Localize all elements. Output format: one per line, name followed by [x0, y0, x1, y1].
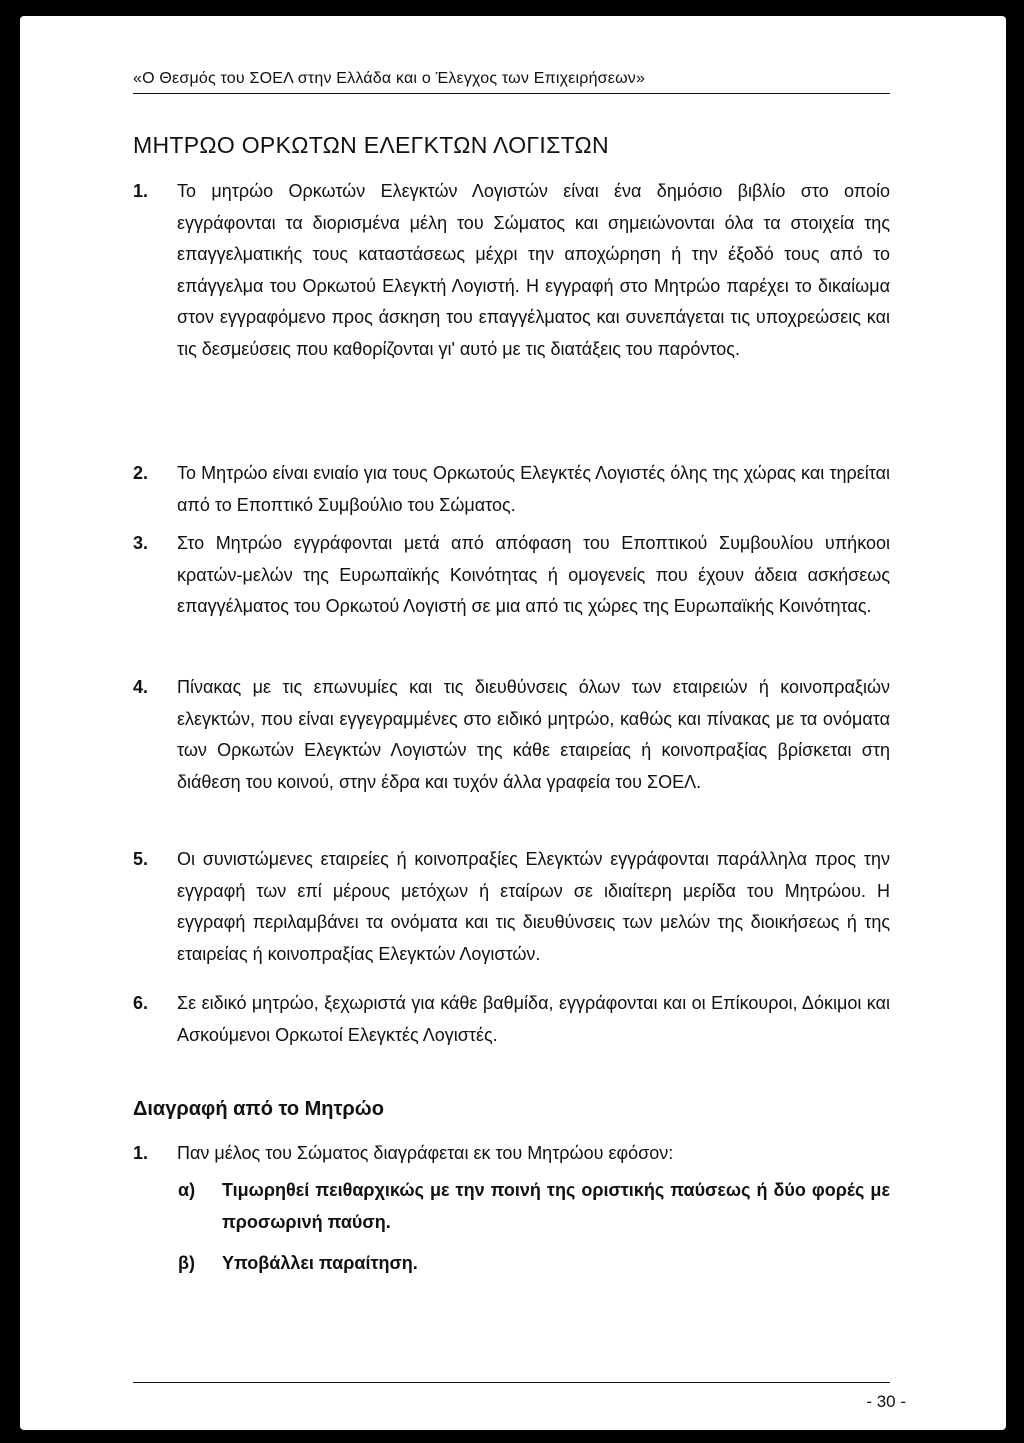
paragraph-text: Στο Μητρώο εγγράφονται μετά από απόφαση του Εποπτικού Συμβουλίου υπήκοοι κρατών-μελών της Ευρωπαϊκής Κοινότητας ή ομογενείς που έχουν άδεια ασκήσεως επαγγέλματος του Ορκωτού Λογιστή σε μια από τις χώρες της Ευρωπαϊκής Κοινότητας.	[177, 533, 890, 616]
page-number: - 30 -	[866, 1392, 906, 1411]
sub-item-letter: α)	[178, 1180, 196, 1200]
paragraph-number: 5.	[133, 849, 149, 869]
sub-item-text: Τιμωρηθεί πειθαρχικώς με την ποινή της οριστικής παύσεως ή δύο φορές με προσωρινή παύση.	[222, 1180, 890, 1232]
paragraph-2	[133, 458, 890, 521]
page-title: ΜΗΤΡΩΟ ΟΡΚΩΤΩΝ ΕΛΕΓΚΤΩΝ ΛΟΓΙΣΤΩΝ	[133, 132, 609, 158]
paragraph-3	[133, 528, 890, 623]
header-divider	[133, 93, 890, 94]
section-title: Διαγραφή από το Μητρώο	[133, 1098, 384, 1120]
paragraph-number: 3.	[133, 533, 149, 553]
paragraph-4	[133, 672, 890, 798]
paragraph-text: Σε ειδικό μητρώο, ξεχωριστά για κάθε βαθμίδα, εγγράφονται και οι Επίκουροι, Δόκιμοι και Ασκούμενοι Ορκωτοί Ελεγκτές Λογιστές.	[177, 993, 890, 1045]
sub-item-text: Υποβάλλει παραίτηση.	[222, 1253, 418, 1273]
paragraph-text: Το μητρώο Ορκωτών Ελεγκτών Λογιστών είναι ένα δημόσιο βιβλίο στο οποίο εγγράφονται τα διορισμένα μέλη του Σώματος και σημειώνονται όλα τα στοιχεία της επαγγελματικής τους καταστάσεως μέχρι την αποχώρηση ή την έξοδό τους από το επάγγελμα του Ορκωτού Ελεγκτή Λογιστή. Η εγγραφή στο Μητρώο παρέχει το δικαίωμα στον εγγραφόμενο προς άσκηση του επαγγέλματος και συνεπάγεται τις υποχρεώσεις και τις δεσμεύσεις που καθορίζονται γι' αυτό με τις διατάξεις του παρόντος.	[177, 181, 890, 359]
paragraph-text: Το Μητρώο είναι ενιαίο για τους Ορκωτούς Ελεγκτές Λογιστές όλης της χώρας και τηρείται από το Εποπτικό Συμβούλιο του Σώματος.	[177, 463, 890, 515]
paragraph-number: 4.	[133, 677, 149, 697]
sub-item-a	[178, 1175, 890, 1238]
deletion-item-1	[133, 1138, 890, 1170]
sub-item-letter: β)	[178, 1253, 195, 1273]
item-number: 1.	[133, 1143, 149, 1163]
sub-item-b	[178, 1248, 890, 1280]
paragraph-number: 2.	[133, 463, 149, 483]
paragraph-6	[133, 988, 890, 1051]
paragraph-number: 6.	[133, 993, 149, 1013]
paragraph-text: Οι συνιστώμενες εταιρείες ή κοινοπραξίες Ελεγκτών εγγράφονται παράλληλα προς την εγγραφή των επί μέρους μετόχων ή εταίρων σε ιδιαίτερη μερίδα του Μητρώου. Η εγγραφή περιλαμβάνει τα ονόματα και τις διευθύνσεις των μελών της διοικήσεως ή της εταιρείας ή κοινοπραξίας Ελεγκτών Λογιστών.	[177, 849, 890, 964]
paragraph-number: 1.	[133, 181, 149, 201]
running-header: «Ο Θεσμός του ΣΟΕΛ στην Ελλάδα και ο Έλεγχος των Επιχειρήσεων»	[133, 70, 646, 87]
item-text: Παν μέλος του Σώματος διαγράφεται εκ του Μητρώου εφόσον:	[177, 1143, 674, 1163]
paragraph-1	[133, 176, 890, 365]
paragraph-text: Πίνακας με τις επωνυμίες και τις διευθύνσεις όλων των εταιρειών ή κοινοπραξιών ελεγκτών, που είναι εγγεγραμμένες στο ειδικό μητρώο, καθώς και πίνακας με τα ονόματα των Ορκωτών Ελεγκτών Λογιστών της κάθε εταιρείας ή κοινοπραξίας βρίσκεται στη διάθεση του κοινού, στην έδρα και τυχόν άλλα γραφεία του ΣΟΕΛ.	[177, 677, 890, 792]
footer-divider	[133, 1382, 890, 1383]
paragraph-5	[133, 844, 890, 970]
